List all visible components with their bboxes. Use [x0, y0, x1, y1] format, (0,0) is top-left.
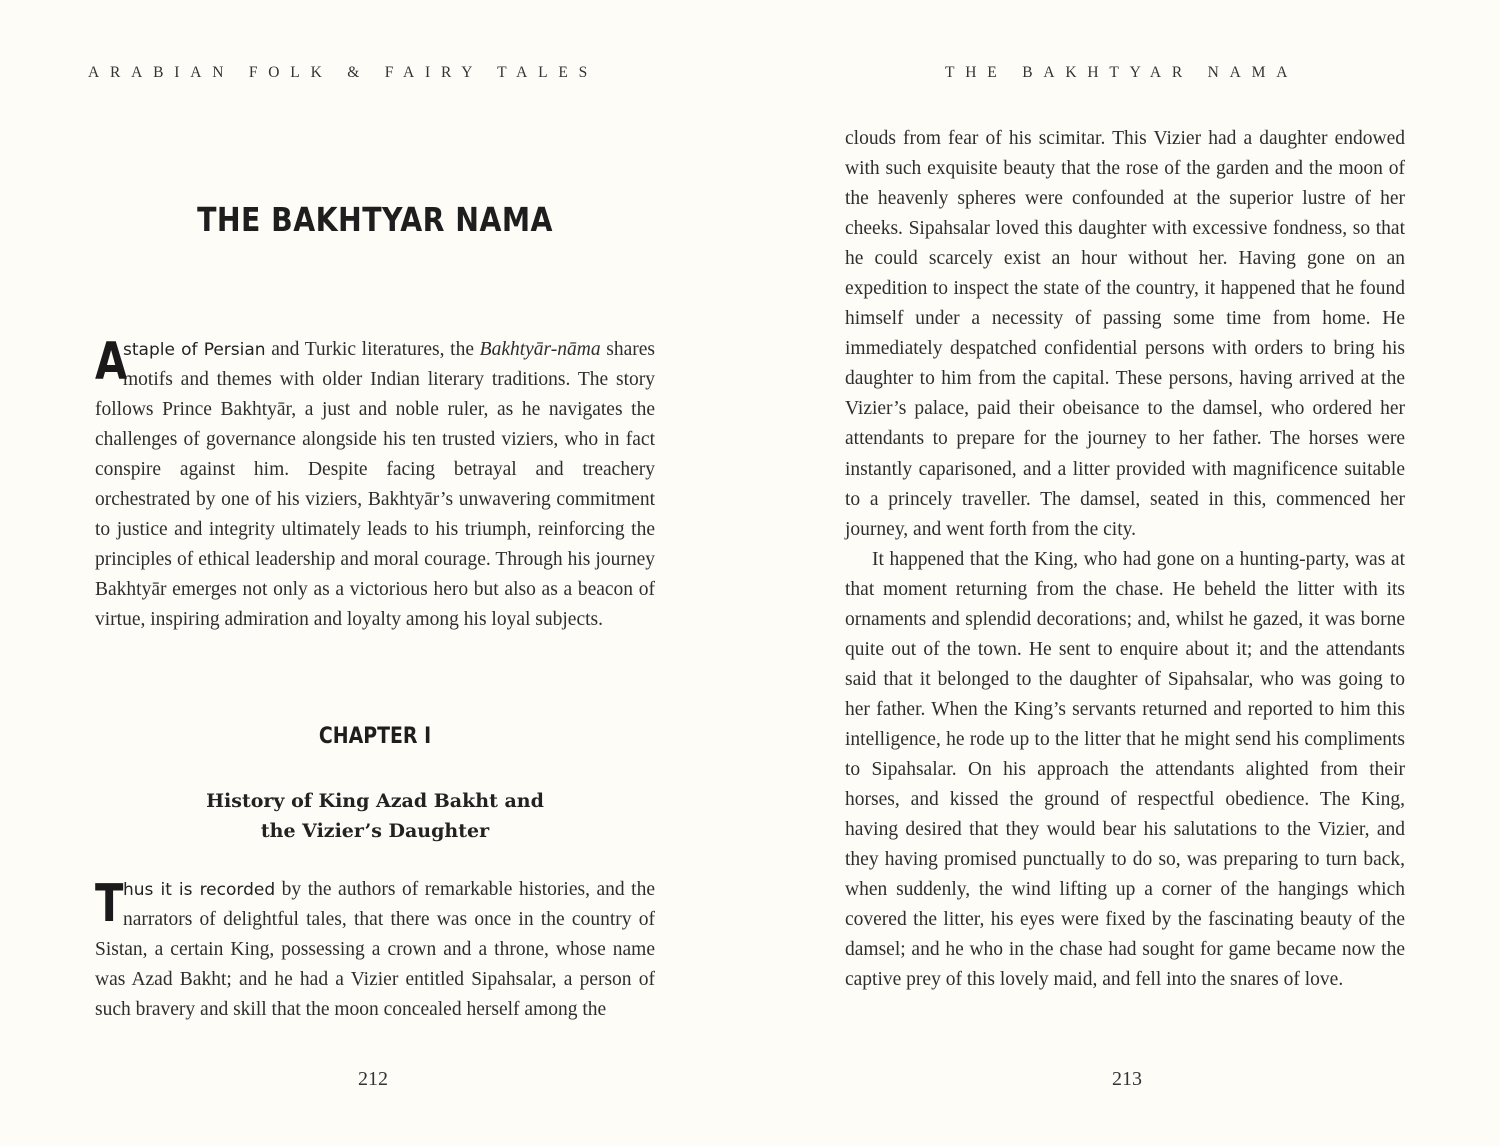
paragraph: clouds from fear of his scimitar. This Vizier had a daughter endowed with such exquisite beauty that the rose of the garden and the moon of the heavenly spheres were confounded at the superior lustre of her cheeks. Sipahsalar loved this daughter with excessive fondness, so that he could scarcely exist an hour without her. Having gone on an expedition to inspect the state of the country, it happened that he found himself under a necessity of passing some time from home. He immediately despatched confidential persons with orders to bring his daughter to him from the capital. These persons, having arrived at the Vizier’s palace, paid their obeisance to the damsel, who ordered her attendants to prepare for the journey to her father. The horses were instantly caparisoned, and a litter provided with magnificence suitable to a princely traveller. The damsel, seated in this, commenced her journey, and went forth from the city. [845, 128, 1405, 540]
chapter-subtitle-line: History of King Azad Bakht and [206, 790, 544, 812]
body-text [845, 124, 1405, 995]
chapter-subtitle-line: the Vizier’s Daughter [260, 820, 490, 842]
lead-in: staple of Persian [123, 340, 266, 360]
page-number: 213 [1112, 1068, 1142, 1090]
running-head: ARABIAN FOLK & FAIRY TALES [88, 64, 599, 81]
page-title: THE BAKHTYAR NAMA [197, 200, 553, 239]
paragraph: It happened that the King, who had gone on a hunting-party, was at that moment returning from the chase. He beheld the litter with its ornaments and splendid decorations; and, whilst he gazed, it was borne quite out of the town. He sent to enquire about it; and the attendants said that it belonged to the daughter of Sipahsalar, who was going to her father. When the King’s servants returned and reported to him this intelligence, he rode up to the litter that he might send his compliments to Sipahsalar. On his approach the attendants alighted from their horses, and kissed the ground of respectful obedience. The King, having desired that they would bear his salutations to the Vizier, and they having promised punctually to do so, was preparing to turn back, when suddenly, the wind lifting up a corner of the hangings which covered the litter, his eyes were fixed by the fascinating beauty of the damsel; and he who in the chase had sought for game became now the captive prey of this lovely maid, and fell into the snares of love. [845, 548, 1405, 991]
chapter-body-paragraph [95, 875, 655, 1025]
lead-in: hus it is recorded [123, 880, 276, 900]
intro-paragraph [95, 332, 655, 635]
chapter-body-text: by the authors of remarkable histories, and the narrators of delightful tales, that there was once in the country of Sistan, a certain King, possessing a crown and a throne, whose name was Azad Bakht; and he had a Vizier entitled Sipahsalar, a person of such bravery and skill that the moon concealed herself among the [95, 879, 655, 1021]
running-head: THE BAKHTYAR NAMA [945, 64, 1299, 81]
drop-cap: A [95, 332, 128, 392]
drop-cap: T [95, 874, 124, 934]
intro-italic-title: Bakhtyār-nāma [479, 339, 601, 360]
page-number: 212 [358, 1068, 388, 1090]
right-page [750, 0, 1500, 1146]
chapter-subtitle [95, 786, 655, 846]
chapter-heading: CHAPTER I [318, 724, 432, 749]
intro-text: shares motifs and themes with older Indian literary traditions. The story follows Prince Bakhtyār, a just and noble ruler, as he navigates the challenges of governance alongside his ten trusted viziers, who in fact conspire against him. Despite facing betrayal and treachery orchestrated by one of his viziers, Bakhtyār’s unwavering commitment to justice and integrity ultimately leads to his triumph, reinforcing the principles of ethical leadership and moral courage. Through his journey Bakhtyār emerges not only as a victorious hero but also as a beacon of virtue, inspiring admiration and loyalty among his loyal subjects. [95, 339, 655, 631]
intro-text: and Turkic literatures, the [265, 339, 480, 360]
